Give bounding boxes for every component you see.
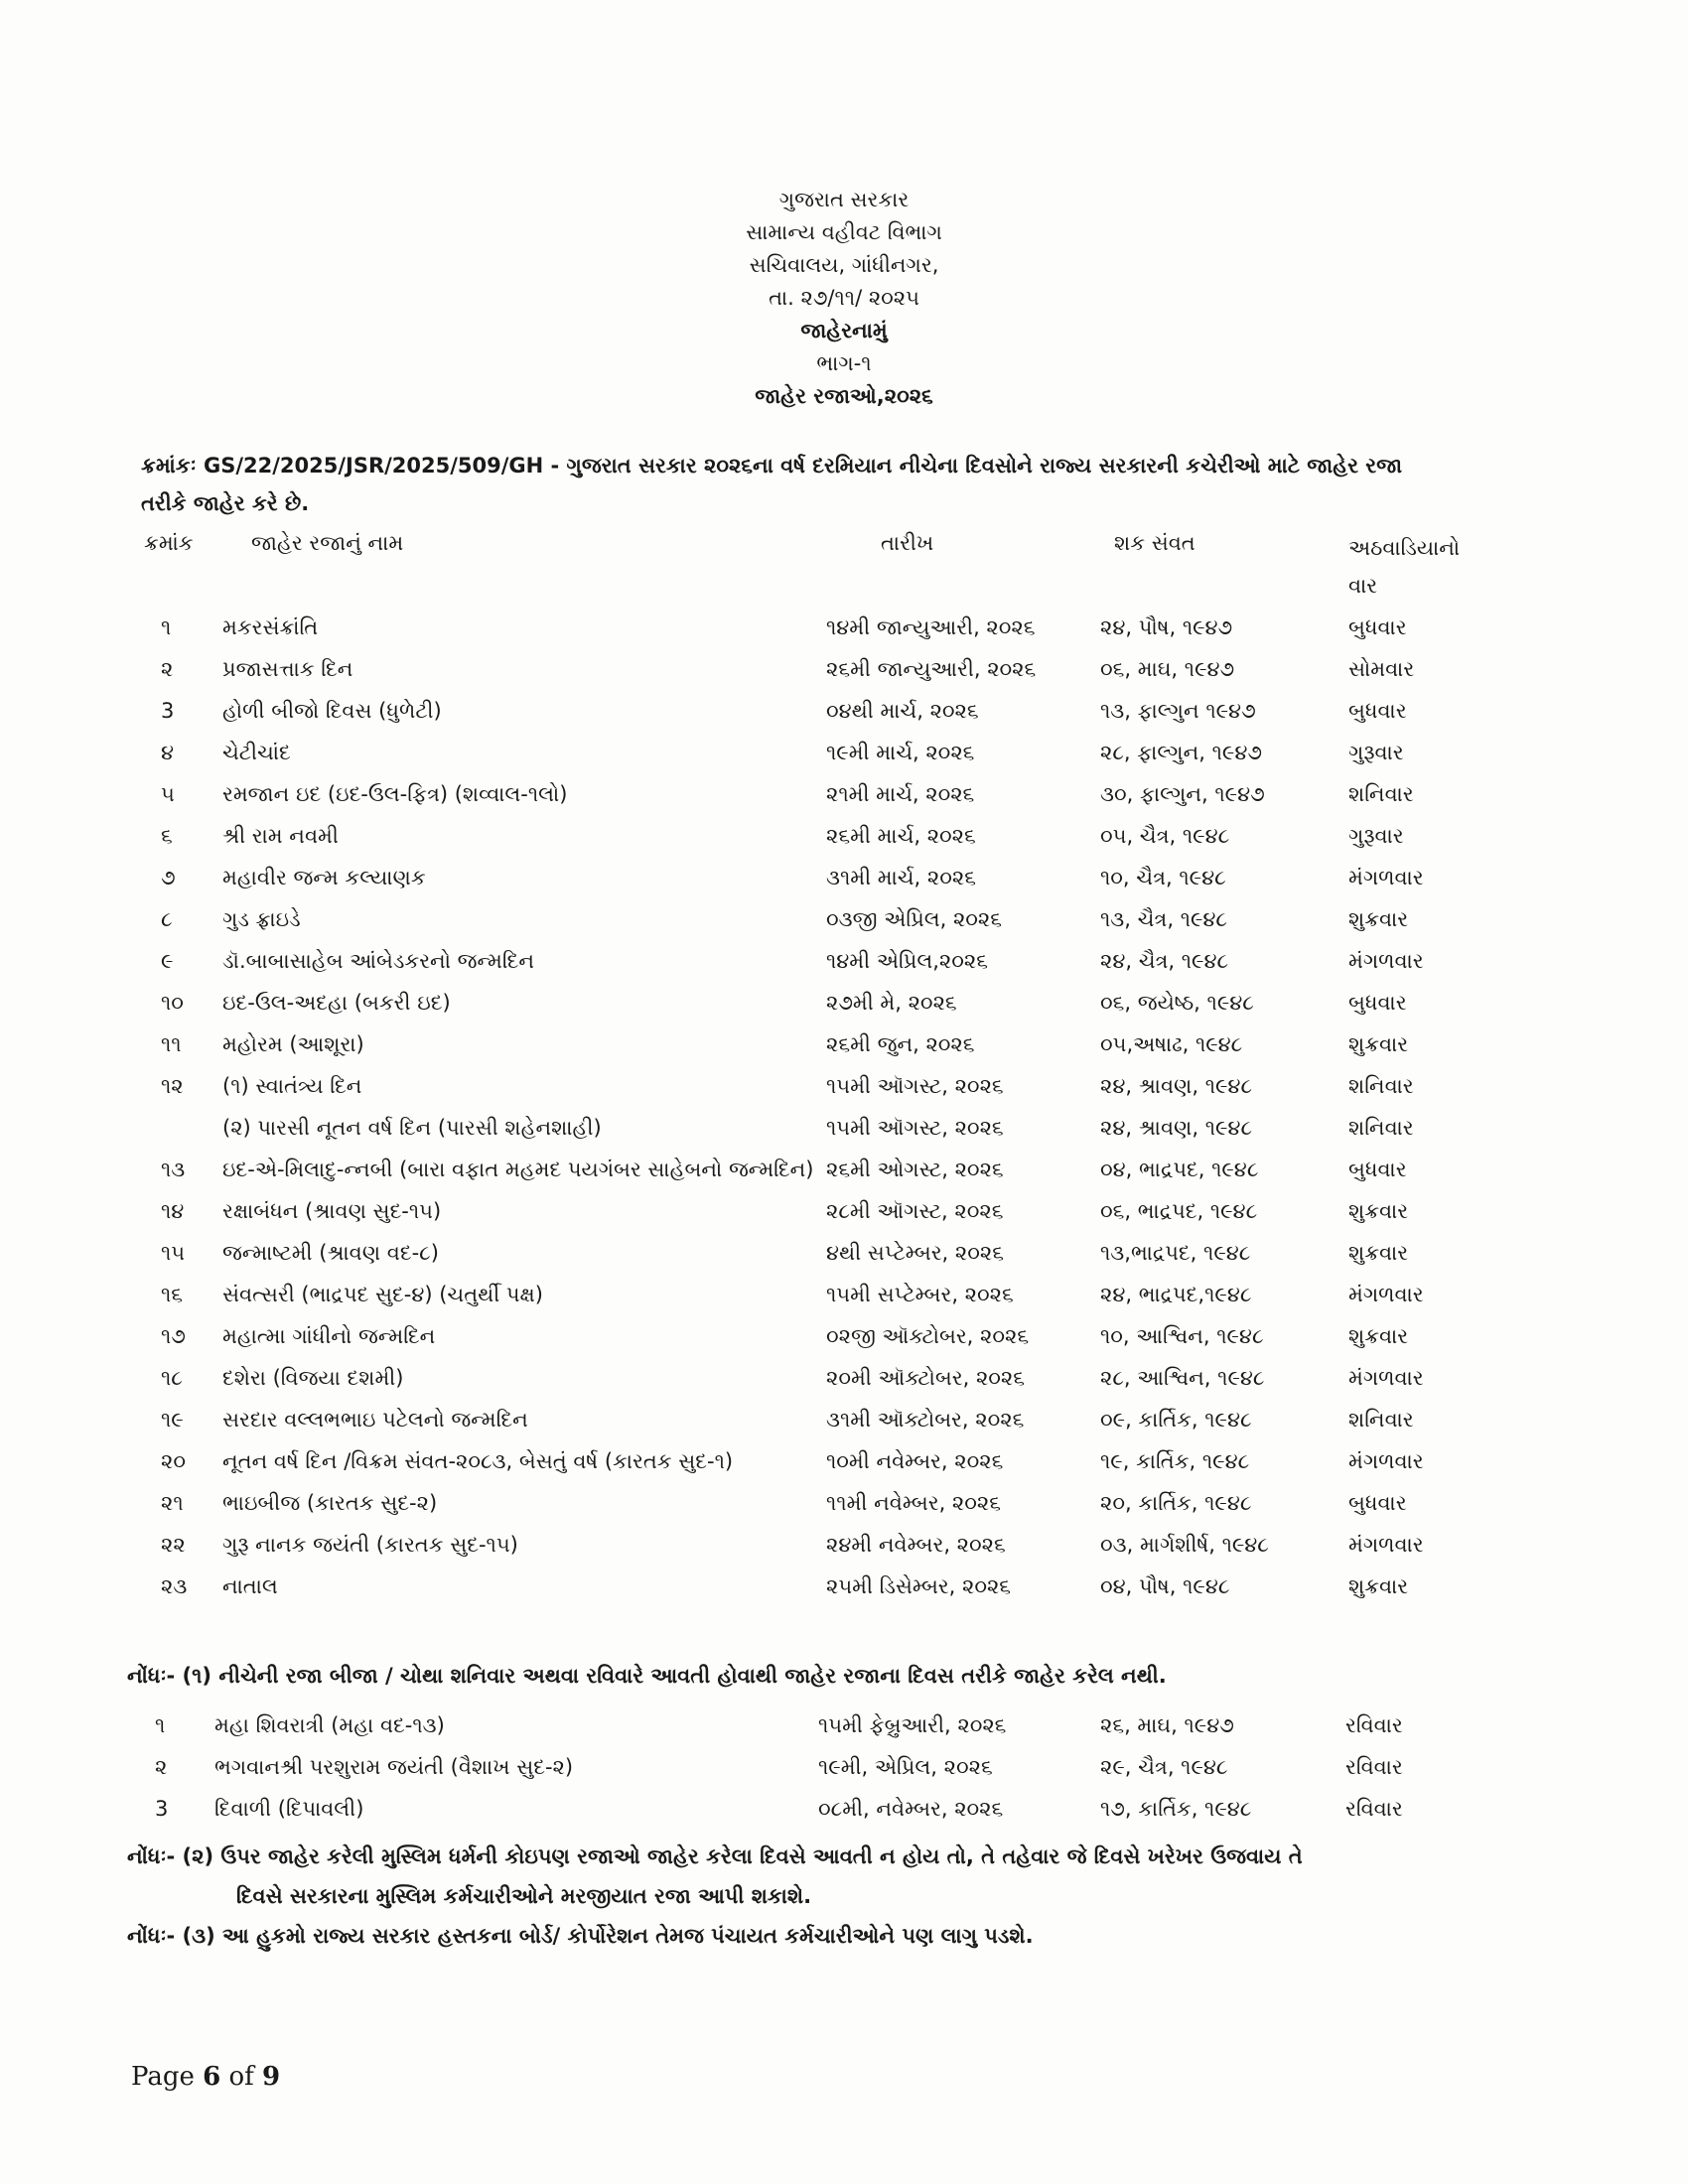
cell-day: મંગળવાર bbox=[1348, 1366, 1424, 1390]
table-row bbox=[0, 1574, 1688, 1616]
cell-no: ૪ bbox=[161, 741, 175, 764]
cell-saka: ૨૦, કાર્તિક, ૧૯૪૮ bbox=[1100, 1491, 1252, 1515]
notification-date: તા. ૨૭/૧૧/ ૨૦૨૫ bbox=[769, 286, 919, 310]
cell-saka: ૨૪, શ્રાવણ, ૧૯૪૮ bbox=[1100, 1116, 1252, 1140]
cell-no: ૫ bbox=[161, 782, 175, 806]
note-2-line-1: નોંધઃ- (૨) ઉપર જાહેર કરેલી મુસ્લિમ ધર્મની કોઇપણ રજાઓ જાહેર કરેલા દિવસે આવતી ન હોય તો, તે તહેવાર જે દિવસે ખરેખર ઉજવાય તે bbox=[127, 1844, 1303, 1868]
cell-date: ૧૫મી ફેબ્રુઆરી, ૨૦૨૬ bbox=[818, 1713, 1007, 1737]
part-label: ભાગ-૧ bbox=[816, 351, 872, 375]
cell-day: રવિવાર bbox=[1345, 1797, 1403, 1821]
table-row bbox=[0, 1408, 1688, 1449]
note-3: નોંધઃ- (૩) આ હુકમો રાજ્ય સરકાર હસ્તકના બોર્ડ/ કોર્પોરેશન તેમજ પંચાયત કર્મચારીઓને પણ લાગુ પડશે. bbox=[127, 1924, 1034, 1948]
cell-name: પ્રજાસત્તાક દિન bbox=[222, 657, 353, 681]
cell-date: ૧૫મી ઑગસ્ટ, ૨૦૨૬ bbox=[826, 1074, 1004, 1098]
cell-day: શનિવાર bbox=[1348, 1408, 1414, 1432]
cell-saka: ૨૮, ફાલ્ગુન, ૧૯૪૭ bbox=[1100, 741, 1262, 764]
cell-no: ૨૩ bbox=[161, 1574, 188, 1598]
table-row bbox=[0, 1324, 1688, 1366]
table-row bbox=[0, 1032, 1688, 1074]
cell-day: શુક્રવાર bbox=[1348, 1032, 1409, 1056]
cell-name: (૧) સ્વાતંત્ર્ય દિન bbox=[222, 1074, 362, 1098]
column-header-date: તારીખ bbox=[881, 531, 934, 555]
cell-saka: ૦૫, ચૈત્ર, ૧૯૪૮ bbox=[1100, 824, 1230, 848]
cell-day: બુધવાર bbox=[1348, 1491, 1407, 1515]
cell-date: ૨૬મી માર્ચ, ૨૦૨૬ bbox=[826, 824, 976, 848]
cell-saka: ૦૬, ભાદ્રપદ, ૧૯૪૮ bbox=[1100, 1199, 1258, 1223]
cell-date: ૪થી સપ્ટેમ્બર, ૨૦૨૬ bbox=[826, 1241, 1004, 1265]
cell-date: ૨૮મી ઑગસ્ટ, ૨૦૨૬ bbox=[826, 1199, 1004, 1223]
cell-name: મહાવીર જન્મ કલ્યાણક bbox=[222, 866, 426, 889]
cell-no: ૬ bbox=[161, 824, 173, 848]
table-row bbox=[0, 1713, 1688, 1755]
column-header-name: જાહેર રજાનું નામ bbox=[251, 531, 404, 555]
cell-name: મહાત્મા ગાંધીનો જન્મદિન bbox=[222, 1324, 436, 1348]
cell-no: ૧૨ bbox=[161, 1074, 184, 1098]
cell-date: ૨૪મી નવેમ્બર, ૨૦૨૬ bbox=[826, 1533, 1006, 1557]
cell-date: ૧૪મી જાન્યુઆરી, ૨૦૨૬ bbox=[826, 615, 1036, 639]
cell-name: રક્ષાબંધન (શ્રાવણ સુદ-૧૫) bbox=[222, 1199, 442, 1223]
table-row bbox=[0, 741, 1688, 782]
cell-name: ચેટીચાંદ bbox=[222, 741, 291, 764]
cell-no: ૧ bbox=[155, 1713, 166, 1737]
cell-no: ૨૧ bbox=[161, 1491, 184, 1515]
cell-saka: ૧૦, ચૈત્ર, ૧૯૪૮ bbox=[1100, 866, 1226, 889]
cell-name: હોળી બીજો દિવસ (ધુળેટી) bbox=[222, 699, 442, 723]
cell-day: મંગળવાર bbox=[1348, 866, 1424, 889]
order-paragraph: ક્રમાંકઃ GS/22/2025/JSR/2025/509/GH - ગુજરાત સરકાર ૨૦૨૬ના વર્ષ દરમિયાન નીચેના દિવસોને રાજ્ય સરકારની કચેરીઓ માટે જાહેર રજા તરીકે જાહેર કરે છે. bbox=[141, 454, 1403, 515]
cell-name: (૨) પારસી નૂતન વર્ષ દિન (પારસી શહેનશાહી) bbox=[222, 1116, 602, 1140]
cell-no: 3 bbox=[161, 699, 175, 723]
cell-day: શનિવાર bbox=[1348, 1074, 1414, 1098]
page-prefix: Page bbox=[131, 2062, 204, 2092]
cell-no: ૧૮ bbox=[161, 1366, 183, 1390]
page-footer bbox=[131, 2062, 280, 2092]
cell-saka: ૨૪, ભાદ્રપદ,૧૯૪૮ bbox=[1100, 1283, 1252, 1306]
cell-no: 3 bbox=[155, 1797, 169, 1821]
cell-saka: ૧૩, ચૈત્ર, ૧૯૪૮ bbox=[1100, 907, 1227, 931]
cell-date: ૧૯મી માર્ચ, ૨૦૨૬ bbox=[826, 741, 975, 764]
cell-saka: ૦૬, જયેષ્ઠ, ૧૯૪૮ bbox=[1100, 991, 1254, 1015]
cell-name: ભાઇબીજ (કારતક સુદ-૨) bbox=[222, 1491, 438, 1515]
cell-date: ૨૬મી જુન, ૨૦૨૬ bbox=[826, 1032, 975, 1056]
cell-no: ૮ bbox=[161, 907, 173, 931]
table-row bbox=[0, 1755, 1688, 1797]
table-row bbox=[0, 782, 1688, 824]
cell-date: ૨૫મી ડિસેમ્બર, ૨૦૨૬ bbox=[826, 1574, 1012, 1598]
note-1: નોંધઃ- (૧) નીચેની રજા બીજા / ચોથા શનિવાર અથવા રવિવારે આવતી હોવાથી જાહેર રજાના દિવસ તરીકે જાહેર કરેલ નથી. bbox=[127, 1664, 1167, 1688]
cell-date: ૨૭મી મે, ૨૦૨૬ bbox=[826, 991, 957, 1015]
cell-date: ૦૨જી ઑક્ટોબર, ૨૦૨૬ bbox=[826, 1324, 1030, 1348]
table-row bbox=[0, 1116, 1688, 1158]
cell-name: જન્માષ્ટમી (શ્રાવણ વદ-૮) bbox=[222, 1241, 439, 1265]
cell-name: સરદાર વલ્લભભાઇ પટેલનો જન્મદિન bbox=[222, 1408, 528, 1432]
cell-no: ૧૬ bbox=[161, 1283, 184, 1306]
cell-no: ૧૫ bbox=[161, 1241, 186, 1265]
cell-date: ૨૧મી માર્ચ, ૨૦૨૬ bbox=[826, 782, 975, 806]
cell-saka: ૧૩,ભાદ્રપદ, ૧૯૪૮ bbox=[1100, 1241, 1251, 1265]
cell-saka: ૧૩, ફાલ્ગુન ૧૯૪૭ bbox=[1100, 699, 1256, 723]
cell-saka: ૨૮, આશ્વિન, ૧૯૪૮ bbox=[1100, 1366, 1265, 1390]
cell-day: બુધવાર bbox=[1348, 615, 1407, 639]
cell-no: ૧૪ bbox=[161, 1199, 185, 1223]
cell-day: શુક્રવાર bbox=[1348, 1324, 1409, 1348]
cell-day: ગુરૂવાર bbox=[1348, 824, 1404, 848]
cell-saka: ૦૫,અષાઢ, ૧૯૪૮ bbox=[1100, 1032, 1243, 1056]
cell-day: મંગળવાર bbox=[1348, 949, 1424, 973]
cell-no: ૧ bbox=[161, 615, 172, 639]
table-row bbox=[0, 1074, 1688, 1116]
table-row bbox=[0, 1199, 1688, 1241]
cell-name: ગુડ ફ્રાઇડે bbox=[222, 907, 301, 931]
cell-name: ભગવાનશ્રી પરશુરામ જયંતી (વૈશાખ સુદ-૨) bbox=[214, 1755, 574, 1779]
cell-no: ૨ bbox=[155, 1755, 168, 1779]
table-row bbox=[0, 615, 1688, 657]
cell-date: ૦૮મી, નવેમ્બર, ૨૦૨૬ bbox=[818, 1797, 1004, 1821]
cell-saka: ૦૩, માર્ગશીર્ષ, ૧૯૪૮ bbox=[1100, 1533, 1269, 1557]
cell-saka: ૩૦, ફાલ્ગુન, ૧૯૪૭ bbox=[1100, 782, 1265, 806]
cell-saka: ૦૬, માઘ, ૧૯૪૭ bbox=[1100, 657, 1235, 681]
cell-day: સોમવાર bbox=[1348, 657, 1415, 681]
cell-day: શનિવાર bbox=[1348, 1116, 1414, 1140]
cell-no: ૨૨ bbox=[161, 1533, 186, 1557]
cell-date: ૧૪મી એપ્રિલ,૨૦૨૬ bbox=[826, 949, 988, 973]
cell-date: ૨૬મી જાન્યુઆરી, ૨૦૨૬ bbox=[826, 657, 1037, 681]
table-row bbox=[0, 1158, 1688, 1199]
cell-date: ૧૧મી નવેમ્બર, ૨૦૨૬ bbox=[826, 1491, 1001, 1515]
cell-saka: ૧૭, કાર્તિક, ૧૯૪૮ bbox=[1100, 1797, 1252, 1821]
cell-date: ૨૬મી ઓગસ્ટ, ૨૦૨૬ bbox=[826, 1158, 1004, 1181]
cell-no: ૧૯ bbox=[161, 1408, 184, 1432]
table-row bbox=[0, 949, 1688, 991]
table-row bbox=[0, 1241, 1688, 1283]
note-2-line-2: દિવસે સરકારના મુસ્લિમ કર્મચારીઓને મરજીયાત રજા આપી શકાશે. bbox=[236, 1884, 812, 1908]
note-2 bbox=[127, 1837, 1458, 1916]
cell-name: દશેરા (વિજયા દશમી) bbox=[222, 1366, 404, 1390]
table-header bbox=[0, 531, 1688, 611]
table-row bbox=[0, 866, 1688, 907]
cell-day: શુક્રવાર bbox=[1348, 1241, 1409, 1265]
page-total: 9 bbox=[262, 2062, 281, 2092]
cell-date: ૩૧મી ઑક્ટોબર, ૨૦૨૬ bbox=[826, 1408, 1025, 1432]
table-row bbox=[0, 1533, 1688, 1574]
cell-date: ૧૦મી નવેમ્બર, ૨૦૨૬ bbox=[826, 1449, 1004, 1473]
table-row bbox=[0, 1797, 1688, 1839]
cell-day: બુધવાર bbox=[1348, 991, 1407, 1015]
table-row bbox=[0, 699, 1688, 741]
page-number: 6 bbox=[203, 2062, 221, 2092]
cell-no: ૭ bbox=[161, 866, 176, 889]
cell-name: ઇદ-ઉલ-અદહા (બકરી ઇદ) bbox=[222, 991, 451, 1015]
table-row bbox=[0, 1283, 1688, 1324]
page-of: of bbox=[220, 2062, 263, 2092]
cell-date: ૩૧મી માર્ચ, ૨૦૨૬ bbox=[826, 866, 976, 889]
cell-name: મકરસંક્રાંતિ bbox=[222, 615, 319, 639]
cell-saka: ૦૪, પૌષ, ૧૯૪૮ bbox=[1100, 1574, 1230, 1598]
cell-saka: ૨૪, પૌષ, ૧૯૪૭ bbox=[1100, 615, 1233, 639]
cell-day: શનિવાર bbox=[1348, 782, 1414, 806]
cell-name: ગુરૂ નાનક જયંતી (કારતક સુદ-૧૫) bbox=[222, 1533, 518, 1557]
cell-name: સંવત્સરી (ભાદ્રપદ સુદ-૪) (ચતુર્થી પક્ષ) bbox=[222, 1283, 543, 1306]
cell-date: ૧૫મી ઑગસ્ટ, ૨૦૨૬ bbox=[826, 1116, 1004, 1140]
cell-day: રવિવાર bbox=[1345, 1755, 1403, 1779]
department-name: સામાન્ય વહીવટ વિભાગ bbox=[746, 220, 942, 244]
cell-saka: ૨૪, શ્રાવણ, ૧૯૪૮ bbox=[1100, 1074, 1252, 1098]
cell-no: ૧૩ bbox=[161, 1158, 186, 1181]
cell-saka: ૨૬, માઘ, ૧૯૪૭ bbox=[1100, 1713, 1234, 1737]
cell-day: શુક્રવાર bbox=[1348, 1199, 1409, 1223]
notification-title: જાહેરનામું bbox=[800, 319, 888, 342]
cell-date: ૨૦મી ઑક્ટોબર, ૨૦૨૬ bbox=[826, 1366, 1026, 1390]
table-row bbox=[0, 1491, 1688, 1533]
holiday-list-title: જાહેર રજાઓ,૨૦૨૬ bbox=[755, 384, 933, 408]
cell-name: દિવાળી (દિપાવલી) bbox=[214, 1797, 364, 1821]
cell-saka: ૧૦, આશ્વિન, ૧૯૪૮ bbox=[1100, 1324, 1264, 1348]
cell-name: ડૉ.બાબાસાહેબ આંબેડકરનો જન્મદિન bbox=[222, 949, 534, 973]
cell-day: મંગળવાર bbox=[1348, 1283, 1424, 1306]
cell-no: ૧૭ bbox=[161, 1324, 186, 1348]
cell-no: ૧૦ bbox=[161, 991, 184, 1015]
cell-day: શુક્રવાર bbox=[1348, 1574, 1409, 1598]
cell-saka: ૨૯, ચૈત્ર, ૧૯૪૮ bbox=[1100, 1755, 1228, 1779]
cell-no: ૨૦ bbox=[161, 1449, 186, 1473]
cell-saka: ૦૯, કાર્તિક, ૧૯૪૮ bbox=[1100, 1408, 1252, 1432]
table-row bbox=[0, 1449, 1688, 1491]
cell-day: બુધવાર bbox=[1348, 1158, 1407, 1181]
cell-name: મહા શિવરાત્રી (મહા વદ-૧૩) bbox=[214, 1713, 445, 1737]
cell-date: ૦૩જી એપ્રિલ, ૨૦૨૬ bbox=[826, 907, 1003, 931]
column-header-saka: શક સંવત bbox=[1114, 531, 1196, 555]
table-row bbox=[0, 657, 1688, 699]
cell-date: ૧૫મી સપ્ટેમ્બર, ૨૦૨૬ bbox=[826, 1283, 1014, 1306]
cell-day: બુધવાર bbox=[1348, 699, 1407, 723]
document-header bbox=[0, 184, 1688, 413]
office-location: સચિવાલય, ગાંધીનગર, bbox=[749, 253, 939, 277]
cell-name: નૂતન વર્ષ દિન /વિક્રમ સંવત-૨૦૮૩, બેસતું વર્ષ (કારતક સુદ-૧) bbox=[222, 1449, 734, 1473]
cell-name: રમજાન ઇદ (ઇદ-ઉલ-ફિત્ર) (શવ્વાલ-૧લો) bbox=[222, 782, 568, 806]
cell-saka: ૧૯, કાર્તિક, ૧૯૪૮ bbox=[1100, 1449, 1250, 1473]
cell-day: ગુરૂવાર bbox=[1348, 741, 1404, 764]
column-header-day: અઠવાડિયાનો વાર bbox=[1348, 536, 1461, 598]
cell-saka: ૨૪, ચૈત્ર, ૧૯૪૮ bbox=[1100, 949, 1229, 973]
cell-day: મંગળવાર bbox=[1348, 1533, 1424, 1557]
column-header-no: ક્રમાંક bbox=[144, 531, 194, 555]
cell-no: ૧૧ bbox=[161, 1032, 182, 1056]
table-row bbox=[0, 907, 1688, 949]
cell-name: મહોરમ (આશૂરા) bbox=[222, 1032, 364, 1056]
cell-name: ઇદ-એ-મિલાદુ-ન્નબી (બારા વફાત મહમદ પયગંબર સાહેબનો જન્મદિન) bbox=[222, 1158, 814, 1181]
government-name: ગુજરાત સરકાર bbox=[778, 188, 910, 211]
cell-day: રવિવાર bbox=[1345, 1713, 1403, 1737]
cell-day: શુક્રવાર bbox=[1348, 907, 1409, 931]
table-row bbox=[0, 1366, 1688, 1408]
cell-date: ૦૪થી માર્ચ, ૨૦૨૬ bbox=[826, 699, 979, 723]
table-row bbox=[0, 824, 1688, 866]
cell-no: ૨ bbox=[161, 657, 174, 681]
table-row bbox=[0, 991, 1688, 1032]
cell-no: ૯ bbox=[161, 949, 174, 973]
cell-saka: ૦૪, ભાદ્રપદ, ૧૯૪૮ bbox=[1100, 1158, 1259, 1181]
cell-date: ૧૯મી, એપ્રિલ, ૨૦૨૬ bbox=[818, 1755, 993, 1779]
cell-name: શ્રી રામ નવમી bbox=[222, 824, 339, 848]
cell-name: નાતાલ bbox=[222, 1574, 278, 1598]
cell-day: મંગળવાર bbox=[1348, 1449, 1424, 1473]
